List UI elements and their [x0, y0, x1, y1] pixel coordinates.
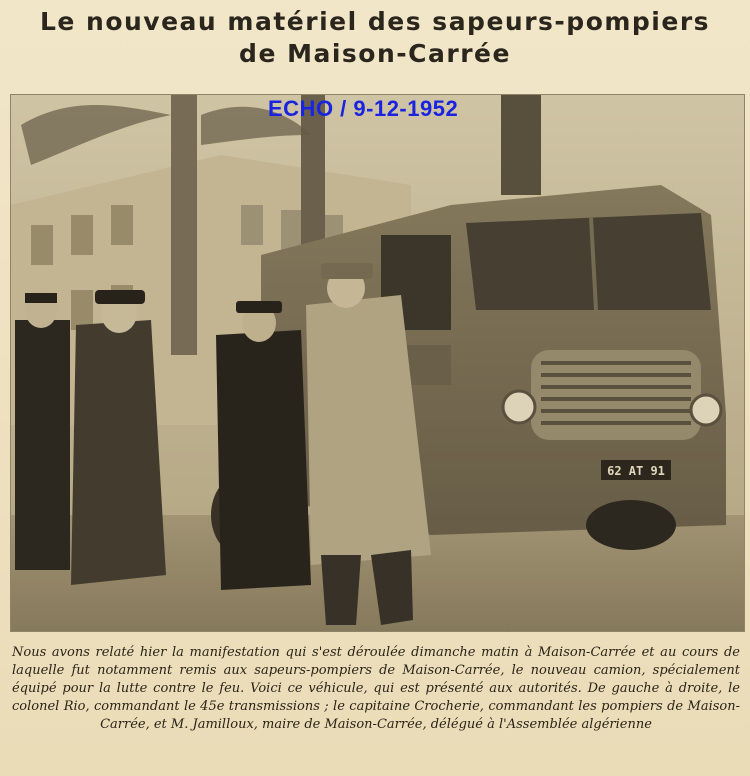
- license-plate: 62 AT 91: [607, 464, 665, 478]
- headline-line-2: de Maison-Carrée: [239, 39, 511, 68]
- caption: [12, 644, 740, 734]
- headline: [0, 6, 750, 70]
- stamp-label: ECHO / 9-12-1952: [268, 96, 459, 121]
- headline-line-1: Le nouveau matériel des sapeurs-pompiers: [39, 7, 711, 36]
- photo-illustration: [11, 95, 744, 631]
- caption-text: Nous avons relaté hier la manifestation qui s'est déroulée dimanche matin à Maison-Carrée et au cours de laquelle fut notamment remis aux sapeurs-pompiers de Maison-Carrée, le nouveau camion, spécialement équipé pour la lutte contre le feu. Voici ce véhicule, qui est présenté aux autorités. De gauche à droite, le colonel Rio, commandant le 45e transmissions ; le capitaine Crocherie, commandant les pompiers de Maison-Carrée, et M. Jamilloux, maire de Maison-Carrée, délégué à l'Assemblée algérienne: [12, 645, 740, 732]
- press-photo: [10, 94, 745, 632]
